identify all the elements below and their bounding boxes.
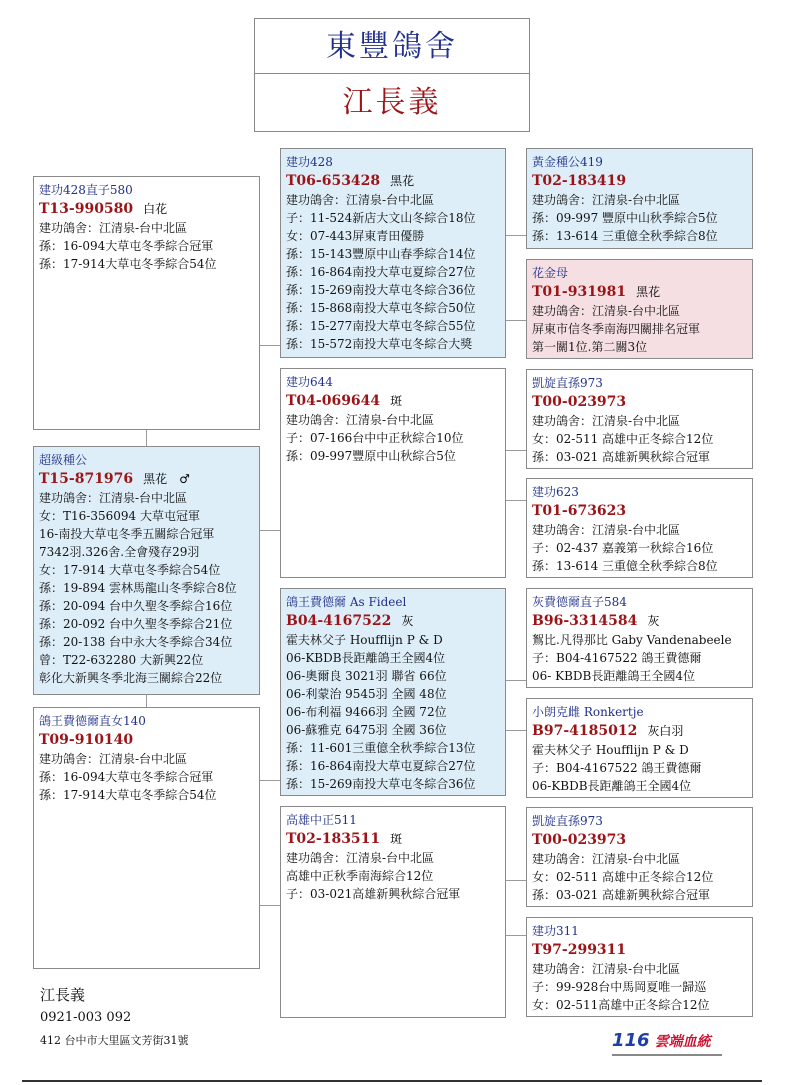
logo-underline [612, 1054, 722, 1056]
pedigree-line: 孫：15-277南投大草屯冬綜合55位 [286, 319, 476, 333]
feather-color: 灰白羽 [647, 724, 684, 738]
pedigree-line: 建功鴿舍：江清泉-台中北區 [39, 752, 188, 766]
pedigree-line: 06-KBDB長距離鴿王全國4位 [532, 779, 692, 793]
ring-number: T01-931981 [532, 284, 627, 300]
card-title: 建功311 [532, 924, 579, 938]
ring-number: B97-4185012 [532, 723, 638, 739]
pedigree-line: 女：17-914 大草屯冬季綜合54位 [39, 563, 221, 577]
pedigree-line: 建功鴿舍：江清泉-台中北區 [39, 221, 188, 235]
pedigree-line: 06-利蒙治 9545羽 全國 48位 [286, 687, 447, 701]
pedigree-line: 建功鴿舍：江清泉-台中北區 [532, 962, 681, 976]
pedigree-line: 孫：15-269南投大草屯冬綜合36位 [286, 777, 476, 791]
pedigree-line: 女：07-443屏東青田優勝 [286, 229, 425, 243]
pedigree-line: 孫：15-868南投大草屯冬綜合50位 [286, 301, 476, 315]
card-grandsire-maternal [280, 588, 506, 796]
pedigree-line: 孫：15-143豐原中山春季綜合14位 [286, 247, 476, 261]
pedigree-line: 屏東市信冬季南海四關排名冠軍 [532, 322, 701, 336]
ring-number: T02-183511 [286, 831, 381, 847]
connector [505, 450, 526, 451]
card-ggp-2 [526, 259, 753, 359]
pedigree-line: 孫：17-914大草屯冬季綜合54位 [39, 788, 217, 802]
pedigree-line: 高雄中正秋季南海綜合12位 [286, 869, 434, 883]
feather-color: 斑 [390, 832, 403, 846]
pedigree-line: 孫：03-021 高雄新興秋綜合冠軍 [532, 888, 711, 902]
card-title: 建功644 [286, 375, 333, 389]
ring-number: T13-990580 [39, 201, 134, 217]
pedigree-line: 孫：13-614 三重億全秋季綜合8位 [532, 559, 718, 573]
connector [259, 780, 280, 781]
card-title: 高雄中正511 [286, 813, 357, 827]
card-title: 建功428 [286, 155, 333, 169]
ring-number: T97-299311 [532, 942, 627, 958]
loft-name: 東豐鴿舍 [254, 18, 530, 74]
card-grandsire-paternal [280, 148, 506, 358]
pedigree-line: 彰化大新興冬季北海三關綜合22位 [39, 671, 223, 685]
pedigree-line: 孫：16-094大草屯冬季綜合冠軍 [39, 239, 214, 253]
card-title: 超級種公 [39, 453, 88, 467]
pedigree-line: 孫：13-614 三重億全秋季綜合8位 [532, 229, 718, 243]
pedigree-line: 建功鴿舍：江清泉-台中北區 [286, 851, 435, 865]
owner-name: 江長義 [254, 74, 530, 132]
pedigree-line: 7342羽.326舍.全會殘存29羽 [39, 545, 200, 559]
footer-address: 412 台中市大里區文芳街31號 [40, 1034, 189, 1047]
card-dam [33, 707, 260, 969]
card-ggp-8 [526, 917, 753, 1017]
connector [146, 695, 147, 707]
connector [505, 320, 526, 321]
ring-number: T04-069644 [286, 393, 381, 409]
pedigree-line: 06-奧爾良 3021羽 聯省 66位 [286, 669, 447, 683]
bottom-divider [22, 1080, 762, 1082]
pedigree-line: 16-南投大草屯冬季五關綜合冠軍 [39, 527, 215, 541]
feather-color: 白花 [143, 202, 168, 216]
ring-number: T06-653428 [286, 173, 381, 189]
pedigree-line: 鴽比.凡得那比 Gaby Vandenabeele [532, 633, 732, 647]
pedigree-line: 女：02-511 高雄中正冬綜合12位 [532, 870, 714, 884]
pedigree-line: 第一關1位.第二關3位 [532, 340, 648, 354]
card-title: 凱旋直孫973 [532, 814, 603, 828]
ring-number: T15-871976 [39, 471, 134, 487]
pedigree-line: 子：11-524新店大文山冬綜合18位 [286, 211, 476, 225]
card-granddam-paternal [280, 368, 506, 578]
pedigree-line: 建功鴿舍：江清泉-台中北區 [286, 193, 435, 207]
connector [505, 730, 526, 731]
card-title: 小朗克雌 Ronkertje [532, 705, 644, 719]
pedigree-line: 子：02-437 嘉義第一秋綜合16位 [532, 541, 714, 555]
pedigree-line: 孫：16-864南投大草屯夏綜合27位 [286, 759, 476, 773]
pedigree-line: 子：B04-4167522 鴿王費德爾 [532, 651, 702, 665]
card-ggp-4 [526, 478, 753, 578]
card-title: 花金母 [532, 266, 569, 280]
card-ggp-7 [526, 807, 753, 907]
feather-color: 黑花 [390, 174, 415, 188]
connector [505, 235, 526, 236]
card-ggp-1 [526, 148, 753, 249]
pedigree-line: 孫：20-092 台中久聖冬季綜合21位 [39, 617, 233, 631]
pedigree-line: 建功鴿舍：江清泉-台中北區 [532, 304, 681, 318]
card-title: 建功623 [532, 485, 579, 499]
pedigree-line: 子：B04-4167522 鴿王費德爾 [532, 761, 702, 775]
pedigree-line: 建功鴿舍：江清泉-台中北區 [286, 413, 435, 427]
card-title: 凱旋直孫973 [532, 376, 603, 390]
pedigree-line: 孫：11-601三重億全秋季綜合13位 [286, 741, 476, 755]
pedigree-line: 女：T16-356094 大草屯冠軍 [39, 509, 200, 523]
card-title: 灰費德爾直子584 [532, 595, 627, 609]
pedigree-line: 建功鴿舍：江清泉-台中北區 [532, 414, 681, 428]
connector [505, 500, 526, 501]
feather-color: 黑花 [636, 285, 661, 299]
card-ggp-6 [526, 698, 753, 798]
logo-text: 雲端血統 [654, 1034, 711, 1050]
card-ggp-5 [526, 588, 753, 688]
connector [259, 530, 280, 531]
pedigree-line: 孫：19-894 雲林馬龍山冬季綜合8位 [39, 581, 237, 595]
ring-number: T01-673623 [532, 503, 627, 519]
pedigree-line: 06-布利福 9466羽 全國 72位 [286, 705, 447, 719]
pedigree-line: 子：07-166台中中正秋綜合10位 [286, 431, 464, 445]
ring-number: B96-3314584 [532, 613, 638, 629]
pedigree-line: 孫：15-269南投大草屯冬綜合36位 [286, 283, 476, 297]
pedigree-line: 子：03-021高雄新興秋綜合冠軍 [286, 887, 461, 901]
card-super-sire [33, 446, 260, 695]
connector [259, 345, 280, 346]
feather-color: 灰 [401, 614, 414, 628]
logo-number: 116 [612, 1030, 650, 1051]
card-title: 建功428直子580 [39, 183, 133, 197]
ring-number: T09-910140 [39, 732, 134, 748]
pedigree-line: 孫：20-094 台中久聖冬季綜合16位 [39, 599, 233, 613]
ring-number: T00-023973 [532, 394, 627, 410]
pedigree-line: 孫：20-138 台中永大冬季綜合34位 [39, 635, 233, 649]
ring-number: T02-183419 [532, 173, 627, 189]
pedigree-line: 建功鴿舍：江清泉-台中北區 [532, 852, 681, 866]
connector [505, 935, 526, 936]
connector [505, 680, 526, 681]
pedigree-line: 孫：09-997豐原中山秋綜合5位 [286, 449, 456, 463]
pedigree-line: 06- KBDB長距離鴿王全國4位 [532, 669, 695, 683]
feather-color: 黑花 ♂ [143, 472, 190, 486]
pedigree-line: 孫：16-864南投大草屯夏綜合27位 [286, 265, 476, 279]
pedigree-line: 06-KBDB長距離鴿王全國4位 [286, 651, 446, 665]
footer-owner-name: 江長義 [40, 986, 86, 1004]
feather-color: 灰 [647, 614, 660, 628]
card-sire [33, 176, 260, 430]
pedigree-line: 霍夫林父子 Houfflijn P & D [286, 633, 443, 647]
pedigree-line: 子：99-928台中馬岡夏唯一歸巡 [532, 980, 707, 994]
card-title: 鴿王費德爾直女140 [39, 714, 146, 728]
logo [612, 1030, 732, 1054]
card-granddam-maternal [280, 806, 506, 1018]
card-ggp-3 [526, 369, 753, 469]
pedigree-line: 孫：16-094大草屯冬季綜合冠軍 [39, 770, 214, 784]
pedigree-line: 女：02-511高雄中正冬綜合12位 [532, 998, 710, 1012]
pedigree-line: 孫：09-997 豐原中山秋季綜合5位 [532, 211, 718, 225]
feather-color: 斑 [390, 394, 403, 408]
pedigree-line: 建功鴿舍：江清泉-台中北區 [532, 193, 681, 207]
ring-number: B04-4167522 [286, 613, 392, 629]
pedigree-line: 孫：03-021 高雄新興秋綜合冠軍 [532, 450, 711, 464]
pedigree-line: 女：02-511 高雄中正冬綜合12位 [532, 432, 714, 446]
pedigree-line: 曾：T22-632280 大新興22位 [39, 653, 204, 667]
card-title: 黃金種公419 [532, 155, 603, 169]
connector [259, 905, 280, 906]
pedigree-line: 建功鴿舍：江清泉-台中北區 [532, 523, 681, 537]
footer-phone: 0921-003 092 [40, 1010, 132, 1025]
pedigree-line: 孫：17-914大草屯冬季綜合54位 [39, 257, 217, 271]
ring-number: T00-023973 [532, 832, 627, 848]
card-title: 鴿王費德爾 As Fideel [286, 595, 407, 609]
pedigree-line: 06-蘇雅克 6475羽 全國 36位 [286, 723, 447, 737]
pedigree-line: 孫：15-572南投大草屯冬綜合大獎 [286, 337, 473, 351]
pedigree-line: 建功鴿舍：江清泉-台中北區 [39, 491, 188, 505]
pedigree-line: 霍夫林父子 Houfflijn P & D [532, 743, 689, 757]
connector [146, 430, 147, 446]
connector [505, 880, 526, 881]
